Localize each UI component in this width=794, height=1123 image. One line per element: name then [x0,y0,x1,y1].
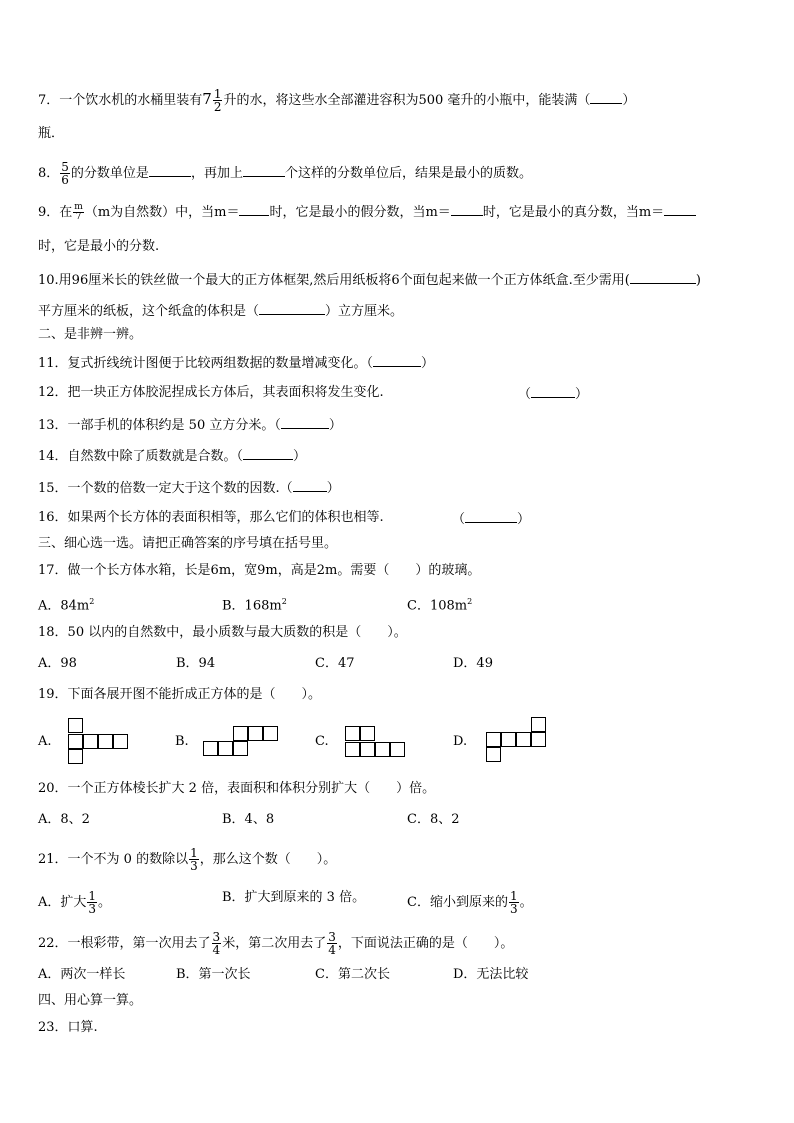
question-9: 9．在 $\frac{m}{7}$ （m为自然数）中，当m＝ 时，它是最小的假分数，当m＝ 时，它是最小的真分数，当m＝ [38,203,696,222]
q22-option-c[interactable]: C．第二次长 [315,967,390,982]
q19-option-c[interactable]: C. [315,734,329,749]
fraction-1-3: $\frac{1}{3}$ [509,889,518,916]
question-9-continued: 时，它是最小的分数. [38,239,160,254]
answer-blank[interactable] [531,385,575,398]
question-13: 13．一部手机的体积约是 50 立方分米。（ ） [38,418,342,433]
question-20: 20．一个正方体棱长扩大 2 倍，表面积和体积分别扩大（ ）倍。 [38,781,436,796]
fraction-3-4: $\frac{3}{4}$ [212,930,221,957]
cube-net-a [68,718,130,765]
question-19: 19．下面各展开图不能折成正方体的是（ ）。 [38,687,322,702]
question-8: 8． $\frac{5}{6}$ 的分数单位是 ，再加上 个这样的分数单位后，结果是最小的质数。 [38,160,532,187]
q20-option-a[interactable]: A．8、2 [38,812,90,827]
section-4-heading: 四、用心算一算。 [38,993,143,1008]
answer-blank[interactable] [281,416,329,429]
fraction-5-6: $\frac{5}{6}$ [61,160,69,187]
question-16-answer: （ ） [452,512,531,527]
q19-option-b[interactable]: B. [175,734,189,749]
question-16: 16．如果两个长方体的表面积相等，那么它们的体积也相等. [38,510,384,525]
q22-option-d[interactable]: D．无法比较 [453,967,529,982]
answer-blank[interactable] [293,479,327,492]
q18-option-d[interactable]: D．49 [453,656,493,671]
q18-option-b[interactable]: B．94 [176,656,216,671]
q20-option-c[interactable]: C．8、2 [407,812,460,827]
answer-blank[interactable] [239,203,269,216]
q19-option-d[interactable]: D. [453,734,468,749]
q17-option-b[interactable]: B．$168m^2$ [222,597,287,614]
question-18: 18．50 以内的自然数中，最小质数与最大质数的积是（ ）。 [38,625,407,640]
question-7-continued: 瓶． [38,126,65,141]
q21-option-b[interactable]: B．扩大到原来的 3 倍。 [222,890,366,905]
answer-blank[interactable] [451,203,483,216]
section-2-heading: 二、是非辨一辨。 [38,327,143,342]
fraction-3-4: $\frac{3}{4}$ [328,930,336,957]
question-15: 15．一个数的倍数一定大于这个数的因数.（ ） [38,481,340,496]
question-14: 14．自然数中除了质数就是合数。（ ） [38,449,307,464]
fraction-m-7: $\frac{m}{7}$ [74,202,83,222]
question-23: 23．口算. [38,1020,98,1035]
q21-option-a[interactable]: A．扩大 $\frac{1}{3}$ 。 [38,889,112,916]
q18-option-c[interactable]: C．47 [315,656,355,671]
question-11: 11．复式折线统计图便于比较两组数据的数量增减变化。（ ） [38,356,435,371]
cube-net-d [486,716,548,763]
q21-option-c[interactable]: C．缩小到原来的 $\frac{1}{3}$ 。 [407,889,533,916]
question-7: 7．一个饮水机的水桶里装有7 $\frac{1}{2}$ 升的水，将这些水全部灌进容积为500 毫升的小瓶中，能装满（ ） [38,87,636,114]
question-22: 22．一根彩带，第一次用去了 $\frac{3}{4}$ 米，第二次用去了 $\frac{3}{4}$ ，下面说法正确的是（ ）。 [38,930,514,957]
answer-blank[interactable] [373,354,421,367]
answer-blank[interactable] [465,510,517,523]
question-12-answer: （ ） [518,387,589,402]
section-3-heading: 三、细心选一选。请把正确答案的序号填在括号里。 [38,536,338,551]
answer-blank[interactable] [149,164,191,177]
q22-option-a[interactable]: A．两次一样长 [38,967,126,982]
cube-net-b [203,725,281,757]
question-21: 21．一个不为 0 的数除以 $\frac{1}{3}$ ，那么这个数（ ）。 [38,846,337,873]
q20-option-b[interactable]: B．4、8 [222,812,275,827]
fraction-7-1-2: $\frac{1}{2}$ [213,87,222,114]
q22-option-b[interactable]: B．第一次长 [176,967,251,982]
q17-option-c[interactable]: C．$108m^2$ [407,597,473,614]
q19-option-a[interactable]: A. [38,734,52,749]
answer-blank[interactable] [243,447,293,460]
answer-blank[interactable] [259,302,325,315]
q17-option-a[interactable]: A．$84m^2$ [38,597,95,614]
answer-blank[interactable] [590,91,622,104]
fraction-1-3: $\frac{1}{3}$ [88,889,97,916]
question-12: 12．把一块正方体胶泥捏成长方体后，其表面积将发生变化. [38,385,384,400]
question-17: 17．做一个长方体水箱，长是6m，宽9m，高是2m。需要（ ）的玻璃。 [38,563,481,578]
fraction-1-3: $\frac{1}{3}$ [190,846,198,873]
cube-net-c [345,726,407,758]
question-10-continued: 平方厘米的纸板，这个纸盒的体积是（ ）立方厘米。 [38,304,404,319]
q18-option-a[interactable]: A．98 [38,656,77,671]
answer-blank[interactable] [630,271,696,284]
answer-blank[interactable] [664,203,696,216]
question-10: 10.用96厘米长的铁丝做一个最大的正方体框架,然后用纸板将6个面包起来做一个正方体纸盒.至少需用( ) [38,273,701,288]
answer-blank[interactable] [243,164,285,177]
